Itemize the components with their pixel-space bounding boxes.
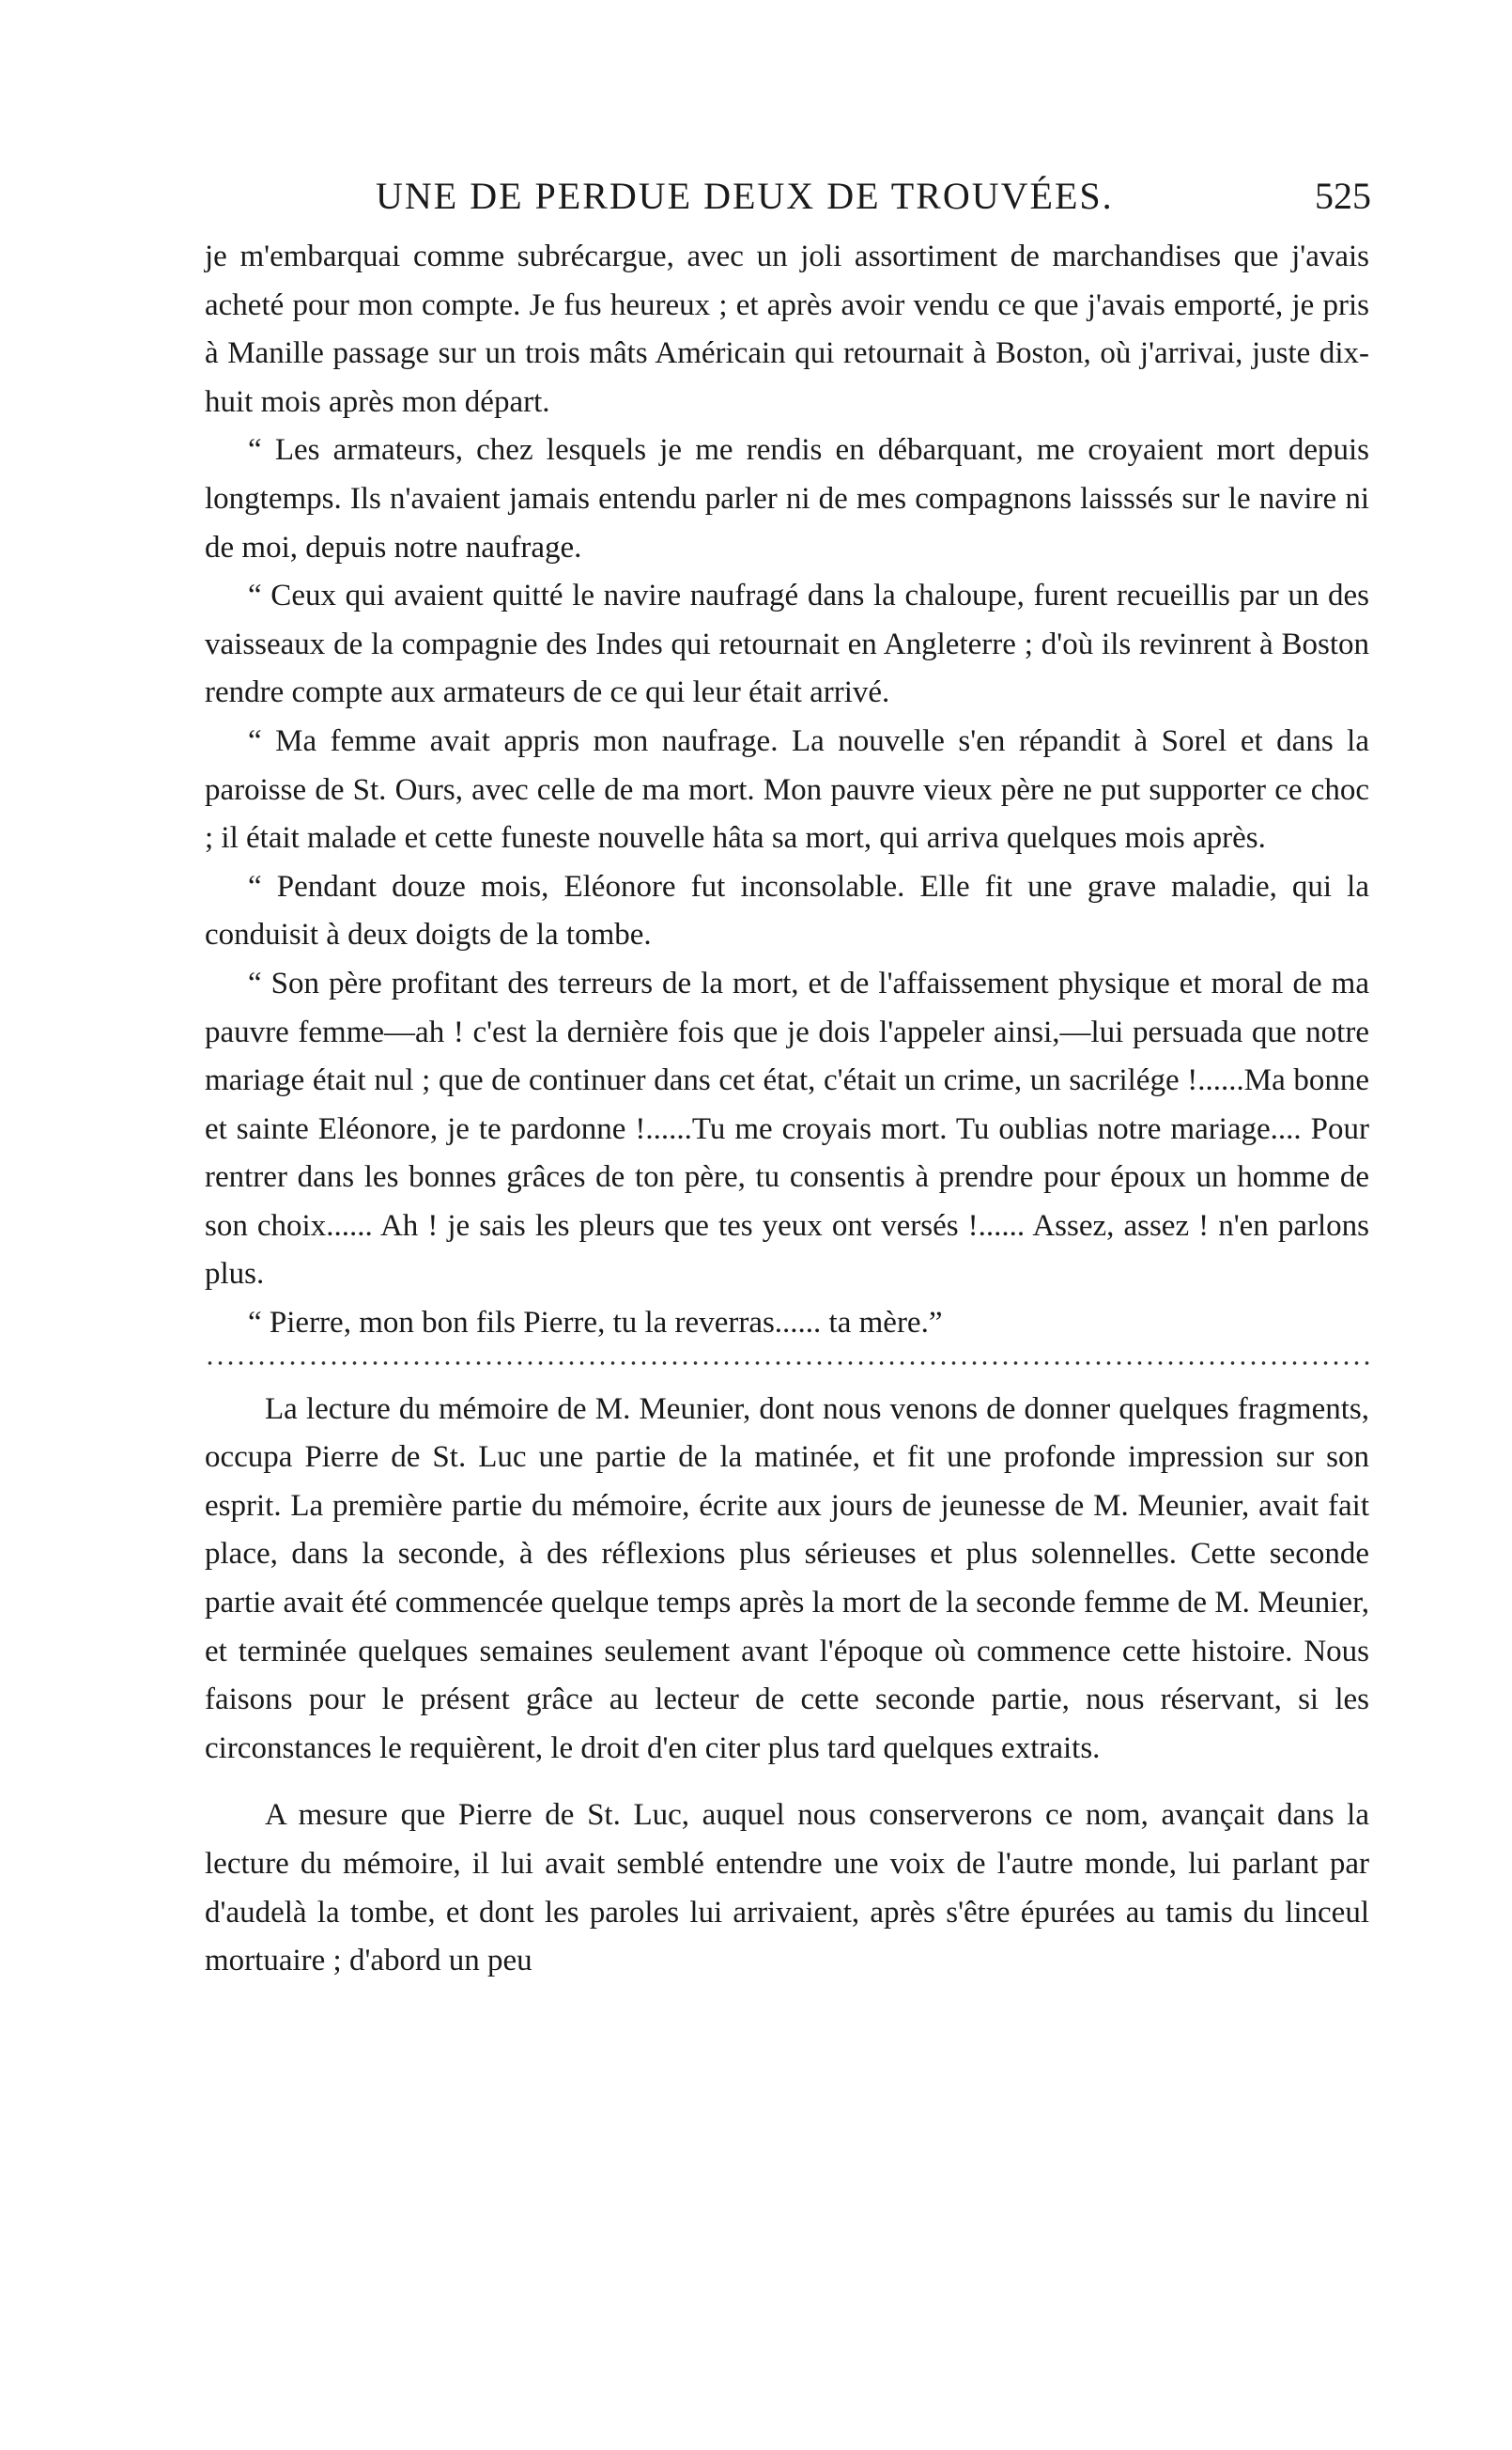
page-number: 525: [1315, 175, 1371, 217]
paragraph: je m'embarquai comme subrécargue, avec un joli assortiment de marchandises que j'avais acheté pour mon compte. Je fus heureux ; et après avoir vendu ce que j'avais emporté, je pris à Manille passage sur un trois mâts Américain qui retournait à Boston, où j'arrivai, juste dix-huit mois après mon départ.: [205, 240, 1369, 419]
dotted-separator: [205, 1359, 1369, 1367]
paragraph: “ Ma femme avait appris mon naufrage. La nouvelle s'en répandit à Sorel et dans la paroisse de St. Ours, avec celle de ma mort. Mon pauvre vieux père ne put supporter ce choc ; il était malade et cette funeste nouvelle hâta sa mort, qui arriva quelques mois après.: [205, 723, 1369, 856]
paragraph: “ Pendant douze mois, Eléonore fut inconsolable. Elle fit une grave maladie, qui la conduisit à deux doigts de la tombe.: [205, 869, 1369, 953]
paragraph: “ Les armateurs, chez lesquels je me rendis en débarquant, me croyaient mort depuis longtemps. Ils n'avaient jamais entendu parler ni de mes compagnons laisssés sur le navire ni de moi, depuis notre naufrage.: [205, 433, 1369, 565]
running-title: UNE DE PERDUE DEUX DE TROUVÉES.: [376, 175, 1114, 217]
paragraph: “ Son père profitant des terreurs de la mort, et de l'affaissement physique et moral de ma pauvre femme—ah ! c'est la dernière fois que je dois l'appeler ainsi,—lui persuada que notre mariage était nul ; que de continuer dans cet état, c'était un crime, un sacrilége !......Ma bonne et sainte Eléonore, je te pardonne !......Tu me croyais mort. Tu oublias notre mariage.... Pour rentrer dans les bonnes grâces de ton père, tu consentis à prendre pour époux un homme de son choix...... Ah ! je sais les pleurs que tes yeux ont versés !...... Assez, assez ! n'en parlons plus.: [205, 966, 1369, 1292]
body-text: [205, 233, 1369, 2005]
paragraph: “ Pierre, mon bon fils Pierre, tu la reverras...... ta mère.”: [248, 1306, 943, 1341]
paragraph: La lecture du mémoire de M. Meunier, dont nous venons de donner quelques fragments, occupa Pierre de St. Luc une partie de la matinée, et fit une profonde impression sur son esprit. La première partie du mémoire, écrite aux jours de jeunesse de M. Meunier, avait fait place, dans la seconde, à des réflexions plus sérieuses et plus solennelles. Cette seconde partie avait été commencée quelque temps après la mort de la seconde femme de M. Meunier, et terminée quelques semaines seulement avant l'époque où commence cette histoire. Nous faisons pour le présent grâce au lecteur de cette seconde partie, nous réservant, si les circonstances le requièrent, le droit d'en citer plus tard quelques extraits.: [205, 1391, 1369, 1765]
paragraph: A mesure que Pierre de St. Luc, auquel nous conserverons ce nom, avançait dans la lecture du mémoire, il lui avait semblé entendre une voix de l'autre monde, lui parlant par d'audelà la tombe, et dont les paroles lui arrivaient, après s'être épurées au tamis du linceul mortuaire ; d'abord un peu: [205, 1798, 1369, 1978]
paragraph: “ Ceux qui avaient quitté le navire naufragé dans la chaloupe, furent recueillis par un des vaisseaux de la compagnie des Indes qui retournait en Angleterre ; d'où ils revinrent à Boston rendre compte aux armateurs de ce qui leur était arrivé.: [205, 579, 1369, 710]
page-header: [376, 174, 1371, 221]
